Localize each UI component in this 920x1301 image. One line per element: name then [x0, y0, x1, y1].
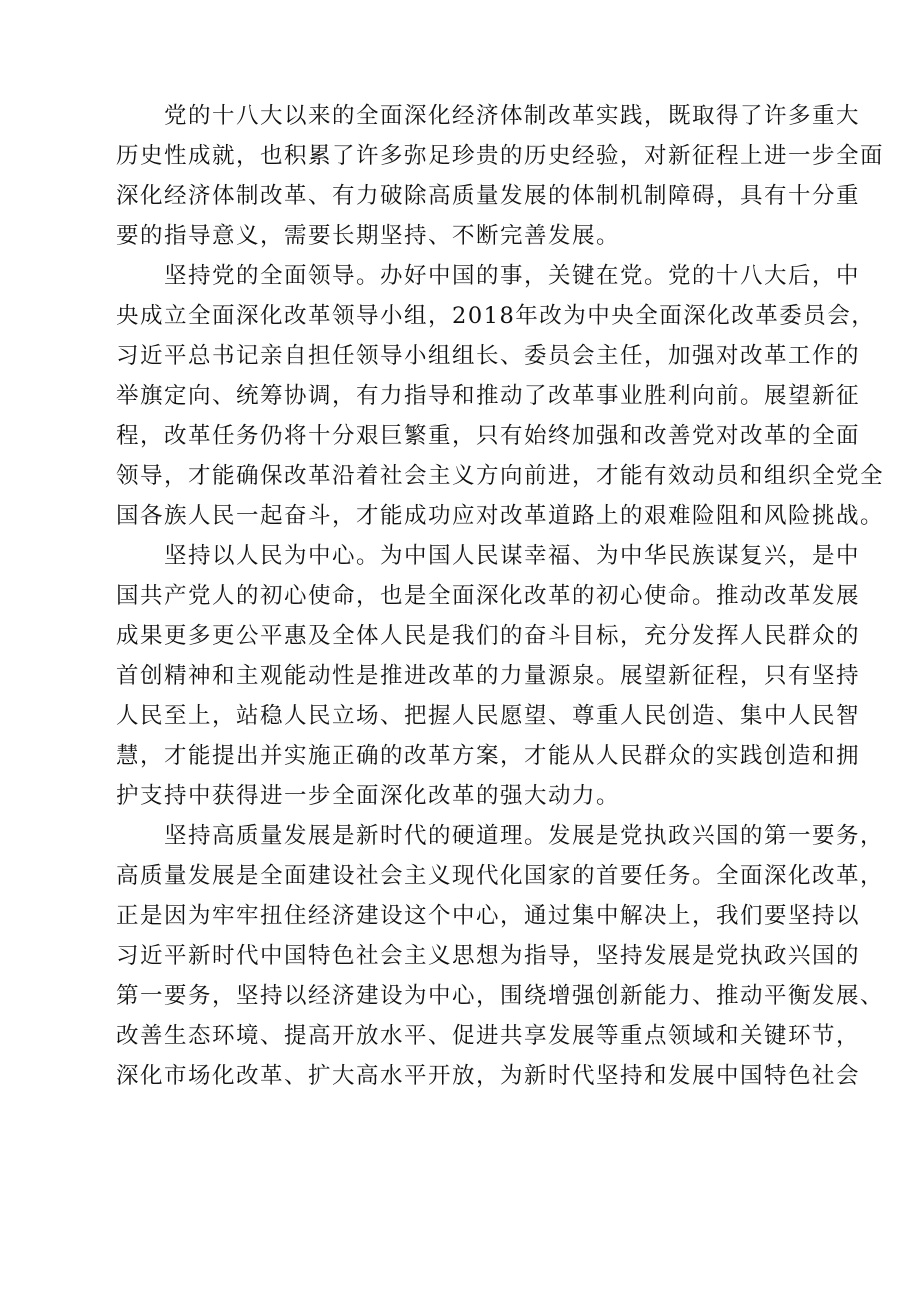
- text-line: 领导，才能确保改革沿着社会主义方向前进，才能有效动员和组织全党全: [116, 463, 885, 489]
- text-line: 历史性成就，也积累了许多弥足珍贵的历史经验，对新征程上进一步全面: [116, 143, 885, 169]
- text-line: 深化经济体制改革、有力破除高质量发展的体制机制障碍，具有十分重: [116, 183, 861, 209]
- text-line: 要的指导意义，需要长期坚持、不断完善发展。: [116, 223, 621, 249]
- text-line: 人民至上，站稳人民立场、把握人民愿望、尊重人民创造、集中人民智: [116, 703, 861, 729]
- text-line: 坚持党的全面领导。办好中国的事，关键在党。党的十八大后，中: [164, 263, 861, 289]
- paragraph-2: [116, 256, 885, 536]
- text-line: 国共产党人的初心使命，也是全面深化改革的初心使命。推动改革发展: [116, 583, 861, 609]
- text-line: 党的十八大以来的全面深化经济体制改革实践，既取得了许多重大: [164, 103, 861, 129]
- text-line: 国各族人民一起奋斗，才能成功应对改革道路上的艰难险阻和风险挑战。: [116, 503, 885, 529]
- text-line: 护支持中获得进一步全面深化改革的强大动力。: [116, 783, 621, 809]
- paragraph-3: [116, 536, 861, 816]
- text-line: 第一要务，坚持以经济建设为中心，围绕增强创新能力、推动平衡发展、: [116, 983, 885, 1009]
- document-body: [116, 96, 885, 1096]
- text-line: 成果更多更公平惠及全体人民是我们的奋斗目标，充分发挥人民群众的: [116, 623, 861, 649]
- text-line: 央成立全面深化改革领导小组，2018年改为中央全面深化改革委员会，: [116, 303, 876, 329]
- text-line: 习近平新时代中国特色社会主义思想为指导，坚持发展是党执政兴国的: [116, 943, 861, 969]
- paragraph-1: [116, 96, 885, 256]
- text-line: 深化市场化改革、扩大高水平开放，为新时代坚持和发展中国特色社会: [116, 1063, 861, 1089]
- text-line: 改善生态环境、提高开放水平、促进共享发展等重点领域和关键环节，: [116, 1023, 861, 1049]
- text-line: 举旗定向、统筹协调，有力指导和推动了改革事业胜利向前。展望新征: [116, 383, 861, 409]
- text-line: 习近平总书记亲自担任领导小组组长、委员会主任，加强对改革工作的: [116, 343, 861, 369]
- text-line: 慧，才能提出并实施正确的改革方案，才能从人民群众的实践创造和拥: [116, 743, 861, 769]
- text-line: 坚持以人民为中心。为中国人民谋幸福、为中华民族谋复兴，是中: [164, 543, 861, 569]
- text-line: 程，改革任务仍将十分艰巨繁重，只有始终加强和改善党对改革的全面: [116, 423, 861, 449]
- paragraph-4: [116, 816, 885, 1096]
- text-line: 高质量发展是全面建设社会主义现代化国家的首要任务。全面深化改革，: [116, 863, 885, 889]
- text-line: 正是因为牢牢扭住经济建设这个中心，通过集中解决上，我们要坚持以: [116, 903, 861, 929]
- text-line: 坚持高质量发展是新时代的硬道理。发展是党执政兴国的第一要务，: [164, 823, 885, 849]
- text-line: 首创精神和主观能动性是推进改革的力量源泉。展望新征程，只有坚持: [116, 663, 861, 689]
